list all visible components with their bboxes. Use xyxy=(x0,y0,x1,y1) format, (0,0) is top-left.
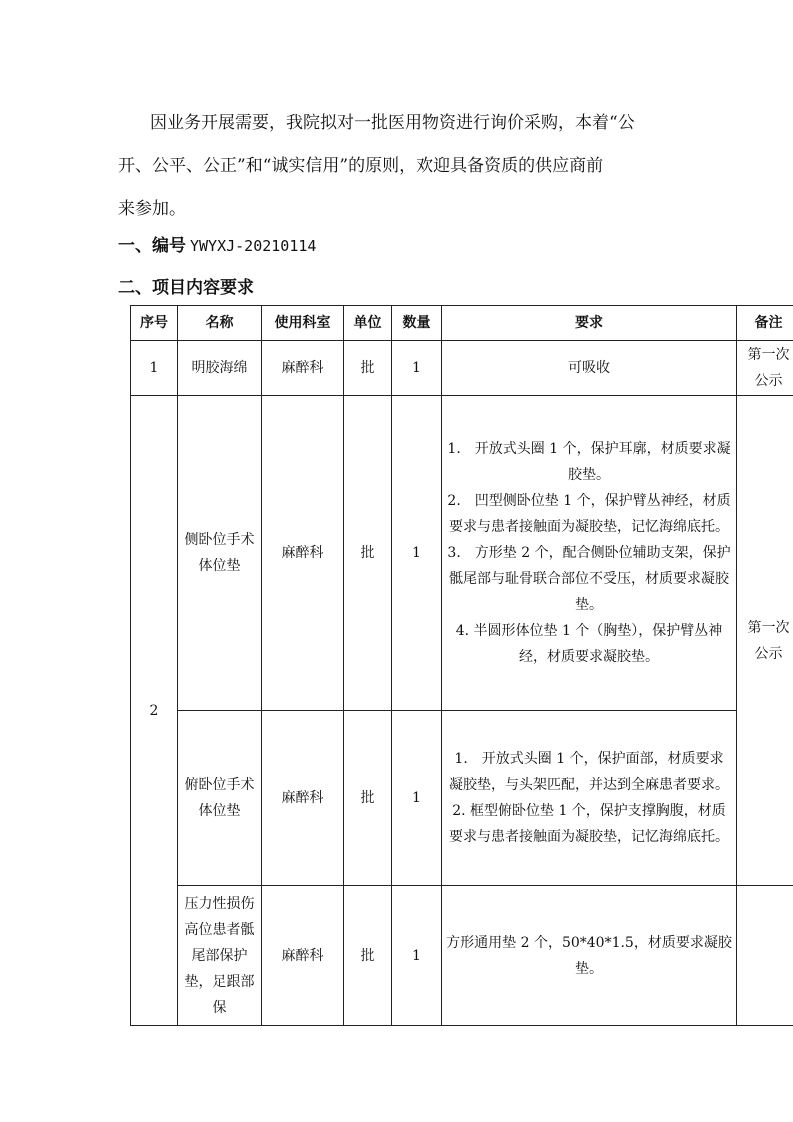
cell-remark: 第一次公示 xyxy=(737,396,793,886)
cell-qty: 1 xyxy=(392,711,442,886)
cell-name: 侧卧位手术体位垫 xyxy=(178,396,262,711)
cell-remark: 第一次公示 xyxy=(737,341,793,396)
header-req: 要求 xyxy=(442,306,737,341)
intro-line-3: 来参加。 xyxy=(118,199,186,219)
header-qty: 数量 xyxy=(392,306,442,341)
cell-seq: 1 xyxy=(131,341,178,396)
header-name: 名称 xyxy=(178,306,262,341)
section-requirements-heading: 二、项目内容要求 xyxy=(118,278,254,298)
cell-dept: 麻醉科 xyxy=(262,886,344,1026)
cell-unit: 批 xyxy=(344,711,392,886)
table-row xyxy=(131,886,793,1026)
cell-unit: 批 xyxy=(344,886,392,1026)
cell-req xyxy=(442,396,737,711)
cell-remark-empty xyxy=(737,886,793,1026)
intro-paragraph xyxy=(118,102,678,231)
table-header-row xyxy=(131,306,793,341)
req-item: 2. 框型俯卧位垫 1 个，保护支撑胸腹，材质要求与患者接触面为凝胶垫，记忆海绵底托。 xyxy=(449,803,729,845)
section-number-heading xyxy=(118,231,316,256)
cell-req xyxy=(442,711,737,886)
req-item: 1. 开放式头圈 1 个，保护面部，材质要求 凝胶垫，与头架匹配，并达到全麻患者要求。 xyxy=(449,751,729,793)
project-code: YWYXJ-20210114 xyxy=(190,237,317,255)
cell-name: 压力性损伤高位患者骶尾部保护垫，足跟部保 xyxy=(178,886,262,1026)
req-item: 3. 方形垫 2 个，配合侧卧位辅助支架，保护骶尾部与耻骨联合部位不受压，材质要求凝胶垫。 xyxy=(447,545,731,613)
header-seq: 序号 xyxy=(131,306,178,341)
cell-qty: 1 xyxy=(392,886,442,1026)
table-row xyxy=(131,711,793,886)
table-row xyxy=(131,341,793,396)
header-remark: 备注 xyxy=(737,306,793,341)
req-item: 2. 凹型侧卧位垫 1 个，保护臂丛神经，材质要求与患者接触面为凝胶垫，记忆海绵底托。 xyxy=(447,493,731,535)
cell-seq: 2 xyxy=(131,396,178,1026)
cell-qty: 1 xyxy=(392,396,442,711)
cell-dept: 麻醉科 xyxy=(262,396,344,711)
cell-req: 可吸收 xyxy=(442,341,737,396)
cell-dept: 麻醉科 xyxy=(262,711,344,886)
cell-req: 方形通用垫 2 个，50*40*1.5，材质要求凝胶垫。 xyxy=(442,886,737,1026)
cell-name: 俯卧位手术体位垫 xyxy=(178,711,262,886)
cell-dept: 麻醉科 xyxy=(262,341,344,396)
intro-line-1: 因业务开展需要，我院拟对一批医用物资进行询价采购，本着“公 xyxy=(150,113,635,133)
table-row xyxy=(131,396,793,711)
header-dept: 使用科室 xyxy=(262,306,344,341)
intro-line-2: 开、公平、公正”和“诚实信用”的原则，欢迎具备资质的供应商前 xyxy=(118,156,604,176)
cell-qty: 1 xyxy=(392,341,442,396)
cell-name: 明胶海绵 xyxy=(178,341,262,396)
header-unit: 单位 xyxy=(344,306,392,341)
cell-unit: 批 xyxy=(344,341,392,396)
req-item: 1. 开放式头圈 1 个，保护耳廓，材质要求凝胶垫。 xyxy=(447,441,731,483)
requirements-table xyxy=(130,305,793,1026)
cell-unit: 批 xyxy=(344,396,392,711)
req-item: 4. 半圆形体位垫 1 个（胸垫），保护臂丛神经，材质要求凝胶垫。 xyxy=(455,623,723,665)
section-number-label: 一、编号 xyxy=(118,236,186,256)
